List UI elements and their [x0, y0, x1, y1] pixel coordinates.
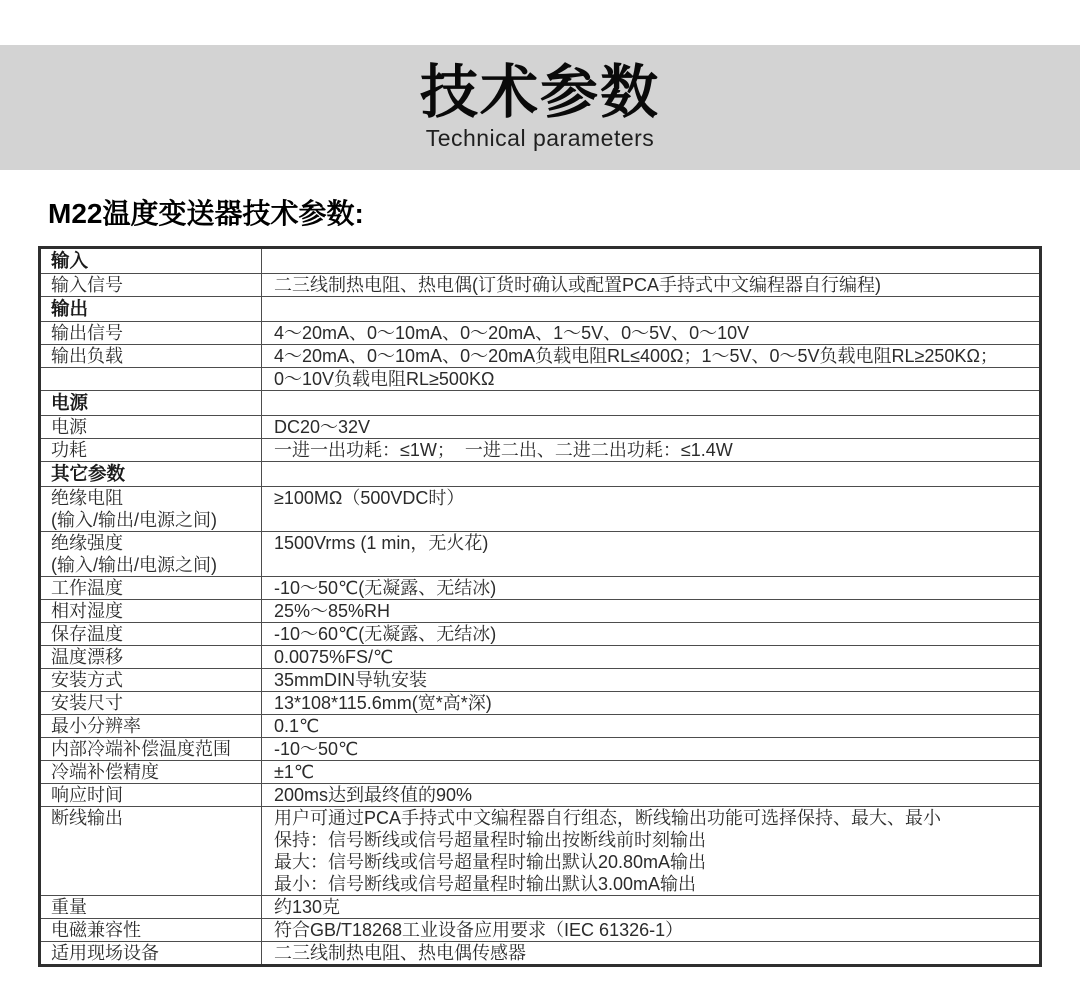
- row-value: [262, 692, 1039, 714]
- row-value: [262, 297, 1039, 321]
- row-value-line: [274, 462, 1031, 484]
- row-value-line: 13*108*115.6mm(宽*高*深): [274, 693, 492, 713]
- row-value: [262, 623, 1039, 645]
- row-value-line: ≥100MΩ（500VDC时）: [274, 488, 465, 508]
- row-value-line: 0～10V负载电阻RL≥500KΩ: [274, 369, 495, 389]
- row-value-line: 1500Vrms (1 min，无火花): [274, 533, 489, 553]
- page-subtitle: Technical parameters: [425, 124, 655, 151]
- table-row: [41, 715, 1039, 738]
- table-row: [41, 692, 1039, 715]
- row-label: [41, 322, 262, 344]
- row-value-line: 最大：信号断线或信号超量程时输出默认20.80mA输出: [274, 852, 707, 872]
- row-value: [262, 669, 1039, 691]
- table-row: [41, 391, 1039, 416]
- row-label-line: 绝缘电阻: [51, 488, 123, 508]
- row-label-line: 冷端补偿精度: [51, 762, 159, 782]
- row-label: [41, 738, 262, 760]
- row-label: [41, 487, 262, 531]
- row-label-line: 安装方式: [51, 670, 123, 690]
- row-value: [262, 274, 1039, 296]
- row-label: [41, 391, 262, 415]
- row-value: [262, 738, 1039, 760]
- row-label: [41, 646, 262, 668]
- row-value: [262, 391, 1039, 415]
- row-label-line: 其它参数: [51, 463, 126, 484]
- row-value: [262, 896, 1039, 918]
- row-value: [262, 439, 1039, 461]
- table-row: [41, 297, 1039, 322]
- table-row: [41, 345, 1039, 368]
- table-row: [41, 274, 1039, 297]
- row-value-line: 符合GB/T18268工业设备应用要求（IEC 61326-1）: [274, 920, 684, 940]
- row-label: [41, 669, 262, 691]
- row-label: [41, 462, 262, 486]
- row-label-line: 功耗: [51, 440, 87, 460]
- row-value-line: 0.1℃: [274, 716, 320, 736]
- row-value: [262, 368, 1039, 390]
- row-value-line: ±1℃: [274, 762, 315, 782]
- row-label-line: 工作温度: [51, 578, 123, 598]
- page-title: 技术参数: [419, 60, 660, 126]
- row-value-line: 最小：信号断线或信号超量程时输出默认3.00mA输出: [274, 874, 697, 894]
- row-label: [41, 416, 262, 438]
- table-row: [41, 807, 1039, 896]
- row-value-line: 4～20mA、0～10mA、0～20mA负载电阻RL≤400Ω；1～5V、0～5V负载电阻RL≥250KΩ；: [274, 346, 998, 366]
- row-label-line: 保存温度: [51, 624, 123, 644]
- table-row: [41, 784, 1039, 807]
- row-value-line: 25%～85%RH: [274, 601, 391, 621]
- row-value-line: 0.0075%FS/℃: [274, 647, 394, 667]
- row-value: [262, 532, 1039, 576]
- row-label: [41, 439, 262, 461]
- table-row: [41, 368, 1039, 391]
- row-label: [41, 715, 262, 737]
- row-value-line: 用户可通过PCA手持式中文编程器自行组态，断线输出功能可选择保持、最大、最小: [274, 808, 942, 828]
- row-value: [262, 715, 1039, 737]
- row-value-line: [274, 391, 1031, 413]
- row-value-line: 二三线制热电阻、热电偶传感器: [274, 943, 526, 963]
- row-label-line: 输出信号: [51, 323, 123, 343]
- row-value-line: -10～60℃(无凝露、无结冰): [274, 624, 497, 644]
- table-row: [41, 669, 1039, 692]
- row-value: [262, 416, 1039, 438]
- table-row: [41, 896, 1039, 919]
- row-label-line: 输出负载: [51, 346, 123, 366]
- row-label: [41, 532, 262, 576]
- spec-table: [38, 246, 1042, 967]
- row-label: [41, 249, 262, 273]
- row-value: [262, 487, 1039, 531]
- row-label: [41, 274, 262, 296]
- row-label: [41, 896, 262, 918]
- row-label-line: 温度漂移: [51, 647, 123, 667]
- row-label-line: 电源: [51, 417, 87, 437]
- row-label-line: 内部冷端补偿温度范围: [51, 739, 231, 759]
- table-row: [41, 416, 1039, 439]
- row-label-line: 绝缘强度: [51, 533, 123, 553]
- row-value-line: 200ms达到最终值的90%: [274, 785, 473, 805]
- row-label: [41, 784, 262, 806]
- row-label: [41, 368, 262, 390]
- row-label-line: 输入: [51, 250, 89, 271]
- table-row: [41, 600, 1039, 623]
- row-value: [262, 249, 1039, 273]
- row-label: [41, 692, 262, 714]
- row-label-line: (输入/输出/电源之间): [51, 555, 217, 575]
- row-value: [262, 462, 1039, 486]
- table-row: [41, 532, 1039, 577]
- row-value-line: 一进一出功耗：≤1W； 一进二出、二进二出功耗：≤1.4W: [274, 440, 733, 460]
- table-row: [41, 623, 1039, 646]
- row-value: [262, 919, 1039, 941]
- row-label-line: 安装尺寸: [51, 693, 123, 713]
- row-label-line: 输入信号: [51, 275, 123, 295]
- table-row: [41, 577, 1039, 600]
- row-value: [262, 942, 1039, 964]
- table-row: [41, 322, 1039, 345]
- row-value: [262, 761, 1039, 783]
- row-label-line: (输入/输出/电源之间): [51, 510, 217, 530]
- row-label-line: [51, 368, 255, 390]
- row-label-line: 响应时间: [51, 785, 123, 805]
- row-value-line: 4～20mA、0～10mA、0～20mA、1～5V、0～5V、0～10V: [274, 323, 750, 343]
- table-row: [41, 761, 1039, 784]
- row-value: [262, 345, 1039, 367]
- row-label-line: 相对湿度: [51, 601, 123, 621]
- table-row: [41, 942, 1039, 964]
- row-label: [41, 761, 262, 783]
- row-label-line: 适用现场设备: [51, 943, 159, 963]
- row-value: [262, 577, 1039, 599]
- table-row: [41, 646, 1039, 669]
- row-label: [41, 919, 262, 941]
- table-row: [41, 919, 1039, 942]
- row-value-line: [274, 297, 1031, 319]
- row-value-line: DC20～32V: [274, 417, 371, 437]
- table-row: [41, 249, 1039, 274]
- row-label: [41, 600, 262, 622]
- row-label-line: 断线输出: [51, 808, 123, 828]
- row-value-line: 约130克: [274, 897, 341, 917]
- row-label-line: 最小分辨率: [51, 716, 141, 736]
- row-value-line: -10～50℃(无凝露、无结冰): [274, 578, 497, 598]
- title-banner: [0, 45, 1080, 170]
- row-value-line: -10～50℃: [274, 739, 359, 759]
- row-value-line: 保持：信号断线或信号超量程时输出按断线前时刻输出: [274, 830, 706, 850]
- row-value: [262, 322, 1039, 344]
- row-label-line: 重量: [51, 897, 87, 917]
- row-value-line: 35mmDIN导轨安装: [274, 670, 428, 690]
- row-label-line: 电源: [51, 392, 89, 413]
- table-row: [41, 487, 1039, 532]
- row-value-line: [274, 249, 1031, 271]
- row-label-line: 输出: [51, 298, 89, 319]
- row-label: [41, 345, 262, 367]
- row-label: [41, 623, 262, 645]
- table-row: [41, 439, 1039, 462]
- section-heading: M22温度变送器技术参数:: [48, 198, 364, 229]
- table-row: [41, 462, 1039, 487]
- row-value: [262, 600, 1039, 622]
- row-value: [262, 646, 1039, 668]
- row-label-line: 电磁兼容性: [51, 920, 141, 940]
- row-label: [41, 577, 262, 599]
- row-value: [262, 807, 1039, 895]
- row-value: [262, 784, 1039, 806]
- table-row: [41, 738, 1039, 761]
- row-label: [41, 942, 262, 964]
- row-label: [41, 807, 262, 895]
- row-label: [41, 297, 262, 321]
- row-value-line: 二三线制热电阻、热电偶(订货时确认或配置PCA手持式中文编程器自行编程): [274, 275, 881, 295]
